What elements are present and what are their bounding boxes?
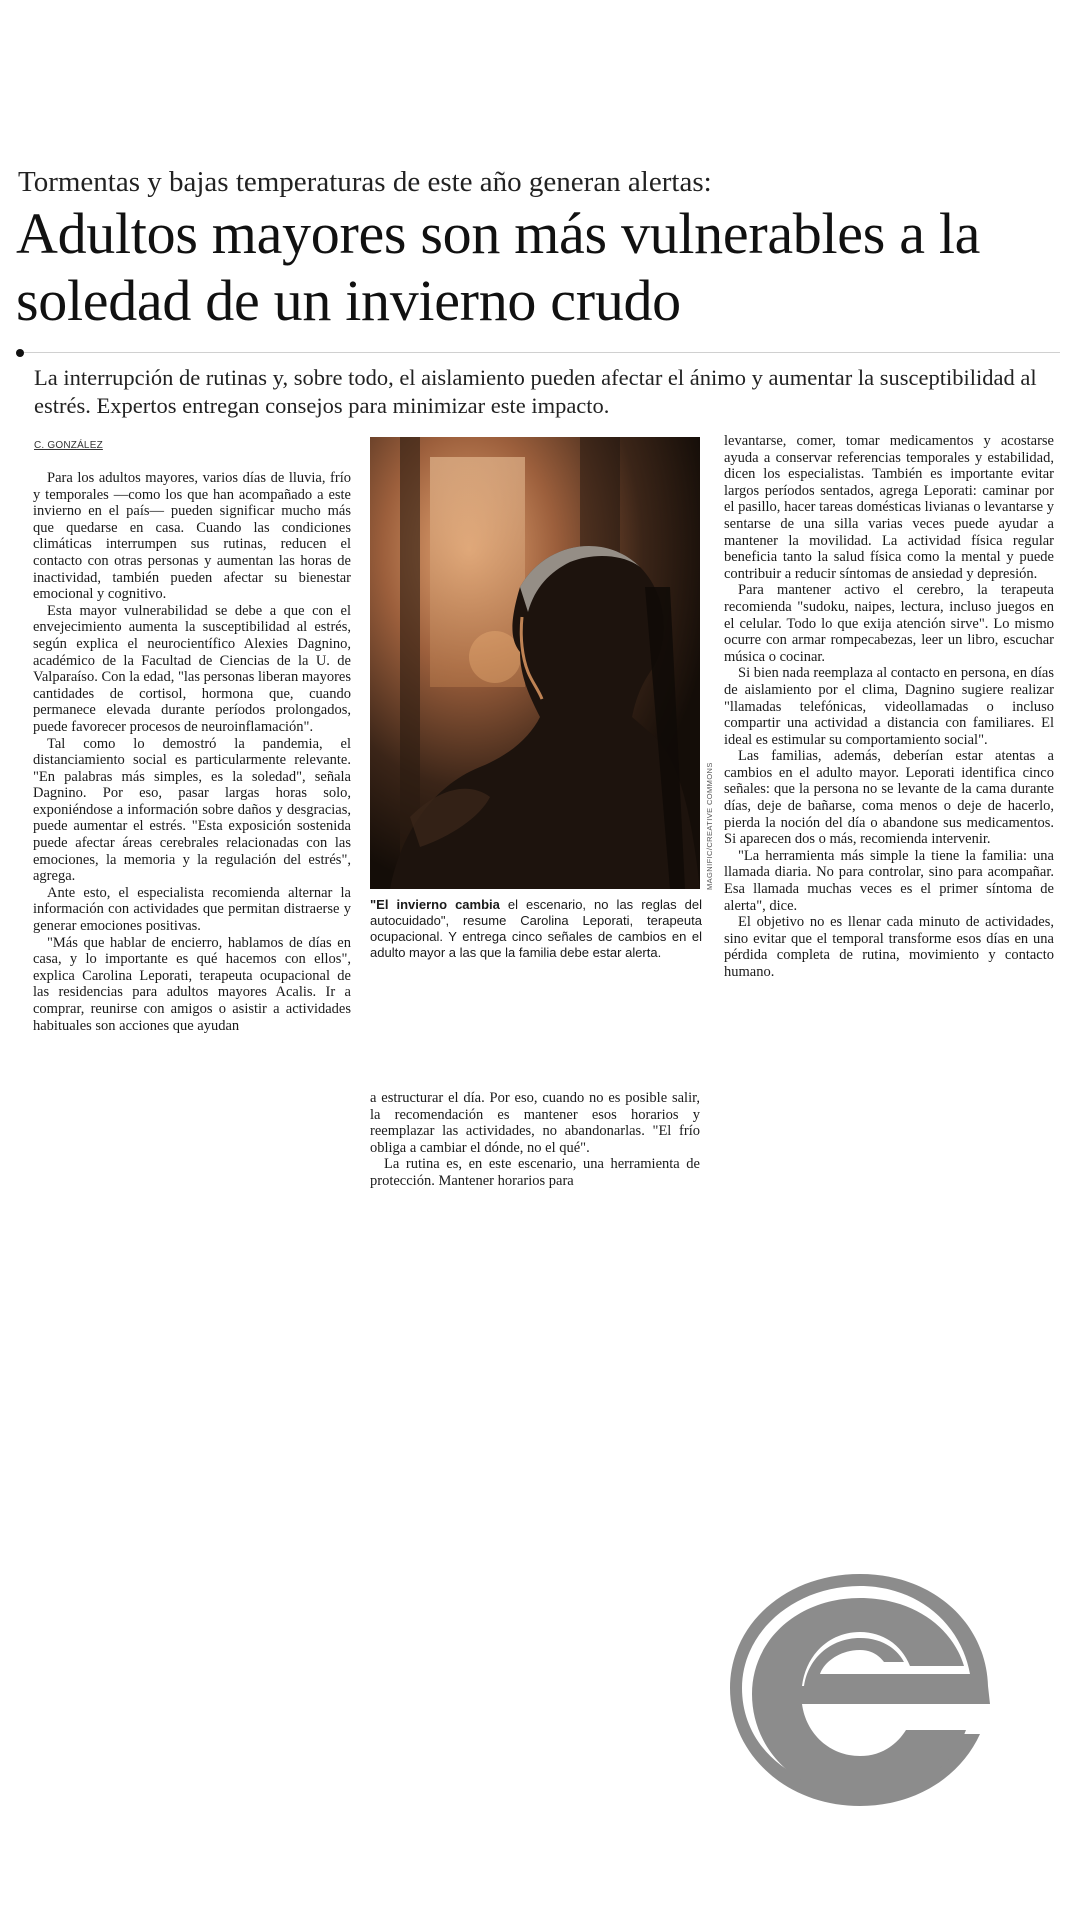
photo-credit: MAGNIFIC/CREATIVE COMMONS [705,762,714,890]
article-column-3 [724,433,1054,981]
paragraph: Esta mayor vulnerabilidad se debe a que con el envejecimiento aumenta la susceptibilidad al estrés, según explica el neurocientífico Alexies Dagnino, académico de la Facultad de Ciencias de la U. de Valparaíso. Con la edad, "las personas liberan mayores cantidades de cortisol, hormona que, cuando permanece elevada durante períodos prolongados, puede favorecer procesos de neuroinflamación". [33,602,351,735]
paragraph: Las familias, además, deberían estar atentas a cambios en el adulto mayor. Leporati identifica cinco señales: que la persona no se levante de la cama durante días, deje de bañarse, coma menos o deje de hacerlo, pierda la noción del día o abandone sus medicamentos. Si aparecen dos o más, recomienda intervenir. [724,748,1054,848]
paragraph: a estructurar el día. Por eso, cuando no es posible salir, la recomendación es mantener esos horarios y reemplazar las actividades, no abandonarlas. "El frío obliga a cambiar el dónde, no el qué". [370,1090,700,1156]
article-column-2 [370,1090,700,1190]
paragraph: La rutina es, en este escenario, una herramienta de protección. Mantener horarios para [370,1156,700,1189]
article-photo [370,437,700,889]
paragraph: levantarse, comer, tomar medicamentos y acostarse ayuda a conservar referencias temporales y estabilidad, dicen los especialistas. También es importante evitar largos períodos sentados, agrega Leporati: caminar por el pasillo, hacer tareas domésticas livianas o levantarse y sentarse de una silla varias veces puede ayudar a mantener la movilidad. La actividad física regular beneficia tanto la salud física como la mental y puede contribuir a reducir síntomas de ansiedad y depresión. [724,433,1054,582]
divider-rule [24,352,1060,353]
paragraph: El objetivo no es llenar cada minuto de actividades, sino evitar que el temporal transforme esos días en una pérdida completa de rutina, movimiento y contacto humano. [724,914,1054,980]
article-column-1 [33,470,351,1034]
publication-logo-icon [728,1570,993,1806]
bullet-dot [16,349,24,357]
paragraph: Si bien nada reemplaza al contacto en persona, en días de aislamiento por el clima, Dagnino sugiere realizar "llamadas telefónicas, videollamadas o incluso compartir una actividad a distancia con familiares. El ideal es estimular su comportamiento social". [724,665,1054,748]
photo-caption [370,897,702,961]
paragraph: Ante esto, el especialista recomienda alternar la información con actividades que permitan distraerse y generar emociones positivas. [33,884,351,935]
paragraph: Tal como lo demostró la pandemia, el distanciamiento social es particularmente relevante. "En palabras más simples, es la soledad", señala Dagnino. Por eso, pasar largas horas solo, exponiéndose a información sobre daños y desgracias, puede aumentar el estrés. "Esta exposición sostenida puede afectar áreas cerebrales relacionadas con las emociones, la memoria y la regulación del estrés", agrega. [33,735,351,885]
paragraph: Para mantener activo el cerebro, la terapeuta recomienda "sudoku, naipes, lectura, incluso juegos en el celular. Todo lo que exija atención sirve". Lo mismo ocurre con armar rompecabezas, leer un libro, escuchar música o cocinar. [724,582,1054,665]
paragraph: Para los adultos mayores, varios días de lluvia, frío y temporales —como los que han acompañado a este invierno en el país— pueden significar mucho más que quedarse en casa. Cuando las condiciones climáticas interrumpen sus rutinas, reducen el contacto con otras personas y aumentan las horas de inactividad, también pueden afectar su bienestar emocional y cognitivo. [33,470,351,603]
paragraph: "Más que hablar de encierro, hablamos de días en casa, y lo importante es qué hacemos con ellos", explica Carolina Leporati, terapeuta ocupacional de las residencias para adultos mayores Acalis. Ir a comprar, reunirse con amigos o asistir a actividades habituales son acciones que ayudan [33,934,351,1034]
elderly-woman-silhouette-image [370,437,700,889]
caption-text: el escenario, no las reglas del autocuidado", resume Carolina Leporati, terapeuta ocupacional. Y entrega cinco señales de cambios en el adulto mayor a las que la familia debe estar alerta. [370,897,702,960]
deck: La interrupción de rutinas y, sobre todo, el aislamiento pueden afectar el ánimo y aumentar la susceptibilidad al estrés. Expertos entregan consejos para minimizar este impacto. [34,365,1037,418]
byline: C. GONZÁLEZ [34,440,103,451]
paragraph: "La herramienta más simple la tiene la familia: una llamada diaria. No para controlar, sino para acompañar. Esa llamada muchas veces es el primer síntoma de alerta", dice. [724,847,1054,914]
caption-lead: "El invierno cambia [370,897,500,912]
headline: Adultos mayores son más vulnerables a la soledad de un invierno crudo [16,201,981,333]
kicker: Tormentas y bajas temperaturas de este año generan alertas: [18,166,712,198]
